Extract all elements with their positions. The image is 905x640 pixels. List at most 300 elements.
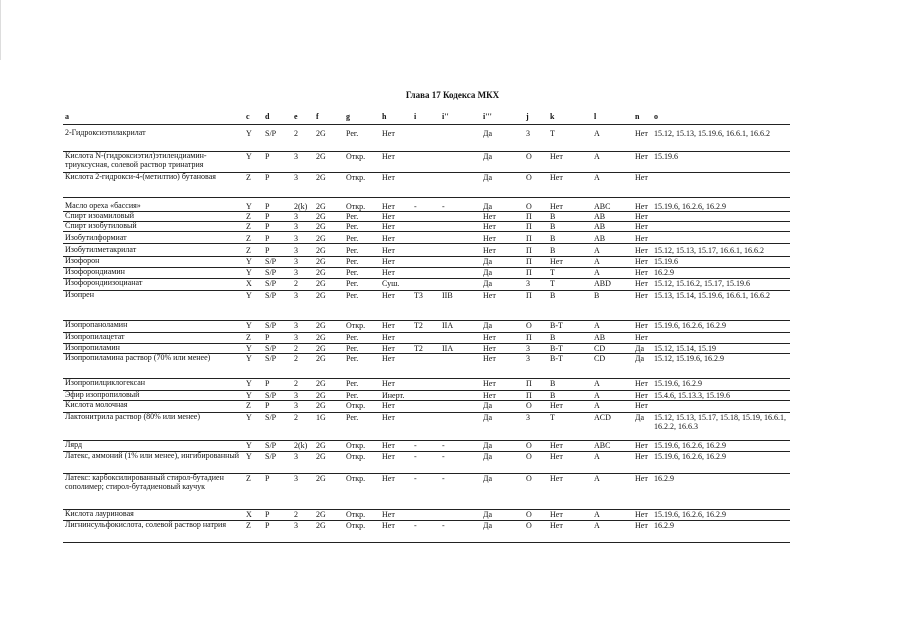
cell-i2: - (442, 441, 445, 450)
cell-i3: Нет (483, 246, 496, 255)
cell-k: Нет (550, 441, 563, 450)
cell-d: P (265, 401, 270, 410)
cell-i: - (414, 202, 417, 211)
cell-i3: Да (483, 474, 493, 483)
cell-l: A (594, 321, 600, 330)
cell-h: Нет (382, 379, 395, 388)
cell-f: 2G (316, 379, 326, 388)
cell-f: 2G (316, 234, 326, 243)
cell-k: Т (550, 268, 555, 277)
cell-o: 15.19.6, 16.2.6, 16.2.9 (654, 510, 726, 519)
table-header-row (0, 112, 905, 124)
cell-k: Т (550, 413, 555, 422)
cell-d: P (265, 234, 270, 243)
cell-a: Изобутилметакрилат (65, 245, 137, 254)
cell-i2: - (442, 202, 445, 211)
cell-n: Нет (635, 391, 648, 400)
cell-f: 2G (316, 452, 326, 461)
cell-e: 3 (294, 321, 298, 330)
cell-o: 15.19.6, 16.2.6, 16.2.9 (654, 441, 726, 450)
cell-c: Y (246, 344, 252, 353)
cell-j: П (526, 291, 532, 300)
cell-e: 3 (294, 257, 298, 266)
cell-f: 2G (316, 152, 326, 161)
cell-i2: - (442, 452, 445, 461)
cell-l: A (594, 521, 600, 530)
cell-a: Лярд (65, 440, 83, 449)
cell-c: Z (246, 521, 251, 530)
cell-d: S/P (265, 129, 277, 138)
cell-n: Да (635, 354, 645, 363)
cell-g: Рег. (346, 354, 359, 363)
cell-i3: Да (483, 441, 493, 450)
cell-f: 1G (316, 413, 326, 422)
cell-a: Кислота лауриновая (65, 509, 134, 518)
cell-n: Нет (635, 291, 648, 300)
cell-c: Y (246, 202, 252, 211)
cell-e: 2 (294, 379, 298, 388)
cell-o: 16.2.9 (654, 521, 674, 530)
cell-e: 2 (294, 344, 298, 353)
cell-j: О (526, 452, 532, 461)
cell-h: Нет (382, 413, 395, 422)
cell-g: Рег. (346, 291, 359, 300)
cell-a: Изопрен (65, 290, 95, 299)
cell-i3: Да (483, 173, 493, 182)
cell-i3: Нет (483, 333, 496, 342)
cell-a: Лактонитрила раствор (80% или менее) (65, 412, 200, 421)
cell-h: Нет (382, 202, 395, 211)
cell-e: 3 (294, 401, 298, 410)
column-header-k: k (550, 112, 555, 121)
cell-l: A (594, 379, 600, 388)
cell-g: Рег. (346, 234, 359, 243)
cell-f: 2G (316, 222, 326, 231)
cell-n: Нет (635, 222, 648, 231)
cell-d: S/P (265, 344, 277, 353)
cell-a: 2-Гидроксиэтилакрилат (65, 128, 146, 137)
cell-h: Суш. (382, 279, 400, 288)
column-header-i: i (414, 112, 417, 121)
cell-n: Нет (635, 401, 648, 410)
cell-n: Нет (635, 212, 648, 221)
cell-c: Y (246, 291, 252, 300)
cell-j: 3 (526, 129, 530, 138)
cell-i3: Да (483, 268, 493, 277)
cell-i3: Да (483, 129, 493, 138)
cell-i3: Нет (483, 234, 496, 243)
cell-h: Нет (382, 246, 395, 255)
cell-h: Нет (382, 354, 395, 363)
cell-o: 16.2.9 (654, 268, 674, 277)
cell-l: ABC (594, 441, 611, 450)
cell-a: Изопропилциклогексан (65, 378, 146, 387)
cell-i3: Да (483, 321, 493, 330)
cell-g: Откр. (346, 474, 366, 483)
cell-l: A (594, 268, 600, 277)
cell-l: CD (594, 344, 606, 353)
cell-o: 15.19.6, 16.2.6, 16.2.9 (654, 452, 726, 461)
table-row (63, 172, 790, 198)
cell-j: 3 (526, 413, 530, 422)
cell-o: 15.12, 15.16.2, 15.17, 15.19.6 (654, 279, 750, 288)
cell-k: Нет (550, 452, 563, 461)
cell-h: Нет (382, 510, 395, 519)
cell-d: S/P (265, 354, 277, 363)
cell-d: S/P (265, 291, 277, 300)
cell-l: A (594, 257, 600, 266)
cell-h: Нет (382, 333, 395, 342)
column-header-n: n (635, 112, 640, 121)
cell-c: Z (246, 222, 251, 231)
cell-k: Нет (550, 152, 563, 161)
cell-j: 3 (526, 344, 530, 353)
cell-j: П (526, 212, 532, 221)
cell-k: В (550, 291, 556, 300)
cell-g: Рег. (346, 391, 359, 400)
cell-g: Откр. (346, 321, 366, 330)
cell-d: S/P (265, 268, 277, 277)
cell-g: Откр. (346, 521, 366, 530)
cell-l: A (594, 129, 600, 138)
cell-i3: Нет (483, 354, 496, 363)
cell-n: Нет (635, 379, 648, 388)
cell-k: Т (550, 129, 555, 138)
cell-h: Нет (382, 452, 395, 461)
column-header-j: j (526, 112, 529, 121)
cell-g: Рег. (346, 246, 359, 255)
cell-h: Нет (382, 129, 395, 138)
cell-d: P (265, 246, 270, 255)
cell-i3: Нет (483, 344, 496, 353)
column-header-d: d (265, 112, 270, 121)
cell-o: 15.19.6 (654, 257, 678, 266)
cell-c: X (246, 279, 252, 288)
cell-f: 2G (316, 202, 326, 211)
cell-j: О (526, 521, 532, 530)
cell-k: В (550, 333, 556, 342)
cell-a: Изопропилацетат (65, 332, 125, 341)
table-row (63, 451, 790, 474)
cell-f: 2G (316, 441, 326, 450)
cell-e: 3 (294, 152, 298, 161)
cell-f: 2G (316, 257, 326, 266)
cell-j: П (526, 391, 532, 400)
cell-k: Нет (550, 202, 563, 211)
table-row (63, 290, 790, 321)
cell-e: 3 (294, 333, 298, 342)
cell-f: 2G (316, 474, 326, 483)
table-row (63, 473, 790, 510)
cell-n: Нет (635, 129, 648, 138)
cell-l: A (594, 474, 600, 483)
cell-n: Нет (635, 234, 648, 243)
column-header-f: f (316, 112, 319, 121)
cell-a: Латекс: карбоксилированный стирол-бутадиен сополимер; стирол-бутадиеновый каучук (65, 473, 224, 491)
table-row (63, 353, 790, 379)
cell-d: S/P (265, 391, 277, 400)
column-header-c: c (246, 112, 250, 121)
cell-c: Y (246, 152, 252, 161)
cell-l: AB (594, 234, 606, 243)
cell-e: 2(k) (294, 202, 308, 211)
cell-a: Кислота 2-гидрокси-4-(метилтио) бутановая (65, 172, 216, 181)
cell-n: Нет (635, 441, 648, 450)
cell-g: Откр. (346, 441, 366, 450)
cell-g: Рег. (346, 379, 359, 388)
cell-e: 2 (294, 279, 298, 288)
cell-e: 2(k) (294, 441, 308, 450)
cell-i3: Да (483, 279, 493, 288)
cell-d: P (265, 379, 270, 388)
cell-n: Нет (635, 268, 648, 277)
cell-o: 15.19.6, 16.2.9 (654, 379, 702, 388)
cell-c: Y (246, 321, 252, 330)
cell-g: Рег. (346, 222, 359, 231)
cell-l: A (594, 152, 600, 161)
cell-e: 2 (294, 413, 298, 422)
cell-e: 2 (294, 129, 298, 138)
cell-j: О (526, 510, 532, 519)
cell-d: P (265, 474, 270, 483)
cell-c: Z (246, 401, 251, 410)
cell-h: Нет (382, 234, 395, 243)
cell-n: Нет (635, 202, 648, 211)
cell-i3: Нет (483, 379, 496, 388)
cell-f: 2G (316, 521, 326, 530)
cell-a: Изобутилформиат (65, 233, 127, 242)
cell-j: П (526, 379, 532, 388)
cell-e: 2 (294, 354, 298, 363)
cell-j: О (526, 173, 532, 182)
cell-c: Y (246, 257, 252, 266)
cell-c: Y (246, 354, 252, 363)
cell-o: 15.12, 15.14, 15.19 (654, 344, 716, 353)
cell-k: Нет (550, 521, 563, 530)
cell-d: P (265, 521, 270, 530)
cell-f: 2G (316, 268, 326, 277)
column-header-o: o (654, 112, 658, 121)
cell-i: Т2 (414, 321, 423, 330)
cell-c: Y (246, 268, 252, 277)
cell-a: Лигнинсульфокислота, солевой раствор натрия (65, 520, 226, 529)
cell-f: 2G (316, 212, 326, 221)
column-header-e: e (294, 112, 298, 121)
cell-c: Z (246, 212, 251, 221)
cell-g: Откр. (346, 510, 366, 519)
cell-j: 3 (526, 354, 530, 363)
cell-e: 3 (294, 291, 298, 300)
cell-g: Откр. (346, 173, 366, 182)
cell-h: Инерт. (382, 391, 405, 400)
cell-i2: IIА (442, 321, 454, 330)
cell-l: A (594, 173, 600, 182)
table-row (63, 128, 790, 152)
cell-d: P (265, 202, 270, 211)
cell-n: Да (635, 344, 645, 353)
cell-e: 3 (294, 173, 298, 182)
cell-c: Z (246, 173, 251, 182)
cell-i: - (414, 441, 417, 450)
cell-h: Нет (382, 474, 395, 483)
cell-k: В (550, 379, 556, 388)
cell-l: В (594, 291, 600, 300)
cell-l: A (594, 246, 600, 255)
cell-c: Y (246, 452, 252, 461)
cell-l: AB (594, 333, 606, 342)
cell-h: Нет (382, 291, 395, 300)
cell-d: S/P (265, 413, 277, 422)
cell-i3: Да (483, 257, 493, 266)
cell-g: Рег. (346, 257, 359, 266)
cell-j: О (526, 474, 532, 483)
cell-e: 2 (294, 510, 298, 519)
cell-f: 2G (316, 354, 326, 363)
cell-a: Латекс, аммоний (1% или менее), ингибированный (65, 451, 240, 460)
cell-j: П (526, 257, 532, 266)
cell-a: Кислота молочная (65, 400, 128, 409)
cell-d: P (265, 212, 270, 221)
cell-n: Нет (635, 521, 648, 530)
cell-n: Нет (635, 333, 648, 342)
cell-n: Нет (635, 246, 648, 255)
cell-f: 2G (316, 246, 326, 255)
cell-l: A (594, 401, 600, 410)
cell-k: В (550, 234, 556, 243)
cell-g: Рег. (346, 129, 359, 138)
cell-k: В (550, 391, 556, 400)
table-row (63, 520, 790, 543)
cell-e: 3 (294, 212, 298, 221)
cell-a: Масло ореха «бассия» (65, 201, 141, 210)
cell-l: ACD (594, 413, 611, 422)
cell-h: Нет (382, 521, 395, 530)
cell-j: О (526, 441, 532, 450)
cell-n: Нет (635, 474, 648, 483)
cell-a: Изопропиламина раствор (70% или менее) (65, 353, 211, 362)
cell-l: A (594, 391, 600, 400)
cell-c: Y (246, 413, 252, 422)
column-header-g: g (346, 112, 350, 121)
cell-o: 15.19.6 (654, 152, 678, 161)
cell-i3: Нет (483, 212, 496, 221)
cell-o: 16.2.9 (654, 474, 674, 483)
cell-f: 2G (316, 391, 326, 400)
cell-f: 2G (316, 291, 326, 300)
cell-k: Т (550, 279, 555, 288)
cell-k: Нет (550, 510, 563, 519)
cell-n: Нет (635, 152, 648, 161)
cell-n: Нет (635, 452, 648, 461)
cell-i3: Да (483, 521, 493, 530)
cell-l: AB (594, 222, 606, 231)
cell-e: 3 (294, 222, 298, 231)
cell-h: Нет (382, 401, 395, 410)
cell-f: 2G (316, 401, 326, 410)
column-header-i3: i''' (483, 112, 492, 121)
cell-l: CD (594, 354, 606, 363)
cell-i3: Да (483, 401, 493, 410)
cell-a: Изопропиламин (65, 343, 120, 352)
cell-c: X (246, 510, 252, 519)
cell-i2: IIА (442, 344, 454, 353)
column-header-l: l (594, 112, 597, 121)
cell-c: Y (246, 379, 252, 388)
table-row (63, 221, 790, 232)
cell-k: В-Т (550, 354, 563, 363)
cell-f: 2G (316, 321, 326, 330)
cell-j: О (526, 152, 532, 161)
cell-a: Изофорон (65, 256, 100, 265)
cell-o: 15.12, 15.13, 15.19.6, 16.6.1, 16.6.2 (654, 129, 770, 138)
cell-i2: IIВ (442, 291, 453, 300)
cell-d: P (265, 510, 270, 519)
cell-k: Нет (550, 173, 563, 182)
cell-j: О (526, 401, 532, 410)
cell-k: В-Т (550, 321, 563, 330)
cell-g: Рег. (346, 212, 359, 221)
cell-e: 3 (294, 474, 298, 483)
cell-k: Нет (550, 401, 563, 410)
cell-o: 15.19.6, 16.2.6, 16.2.9 (654, 202, 726, 211)
page-edge-mark (0, 0, 1, 60)
cell-d: P (265, 173, 270, 182)
cell-o: 15.13, 15.14, 15.19.6, 16.6.1, 16.6.2 (654, 291, 770, 300)
cell-i3: Да (483, 152, 493, 161)
cell-l: AB (594, 212, 606, 221)
cell-c: Z (246, 234, 251, 243)
cell-a: Кислота N-(гидроксиэтил)этилендиамин-триуксусная, солевой раствор тринатрия (65, 151, 207, 169)
header-divider (63, 124, 790, 125)
cell-a: Изофорондиизоцианат (65, 278, 143, 287)
cell-j: О (526, 321, 532, 330)
cell-l: ABC (594, 202, 611, 211)
cell-i3: Нет (483, 222, 496, 231)
cell-k: В (550, 222, 556, 231)
cell-j: 3 (526, 279, 530, 288)
cell-d: S/P (265, 321, 277, 330)
cell-d: P (265, 152, 270, 161)
cell-h: Нет (382, 441, 395, 450)
cell-d: S/P (265, 279, 277, 288)
cell-g: Рег. (346, 279, 359, 288)
cell-e: 3 (294, 246, 298, 255)
cell-c: Y (246, 441, 252, 450)
cell-k: В (550, 212, 556, 221)
table-row (63, 233, 790, 244)
cell-o: 15.19.6, 16.2.6, 16.2.9 (654, 321, 726, 330)
cell-i3: Нет (483, 391, 496, 400)
cell-h: Нет (382, 257, 395, 266)
cell-f: 2G (316, 510, 326, 519)
cell-a: Изопропаноламин (65, 320, 128, 329)
cell-k: Нет (550, 257, 563, 266)
cell-n: Да (635, 413, 645, 422)
cell-i2: - (442, 521, 445, 530)
cell-g: Рег. (346, 413, 359, 422)
cell-i3: Да (483, 413, 493, 422)
cell-h: Нет (382, 344, 395, 353)
cell-i3: Да (483, 202, 493, 211)
cell-c: Z (246, 333, 251, 342)
cell-i: - (414, 521, 417, 530)
cell-l: ABD (594, 279, 611, 288)
cell-d: S/P (265, 441, 277, 450)
cell-o: 15.12, 15.19.6, 16.2.9 (654, 354, 724, 363)
cell-j: П (526, 268, 532, 277)
cell-e: 3 (294, 268, 298, 277)
cell-g: Откр. (346, 401, 366, 410)
